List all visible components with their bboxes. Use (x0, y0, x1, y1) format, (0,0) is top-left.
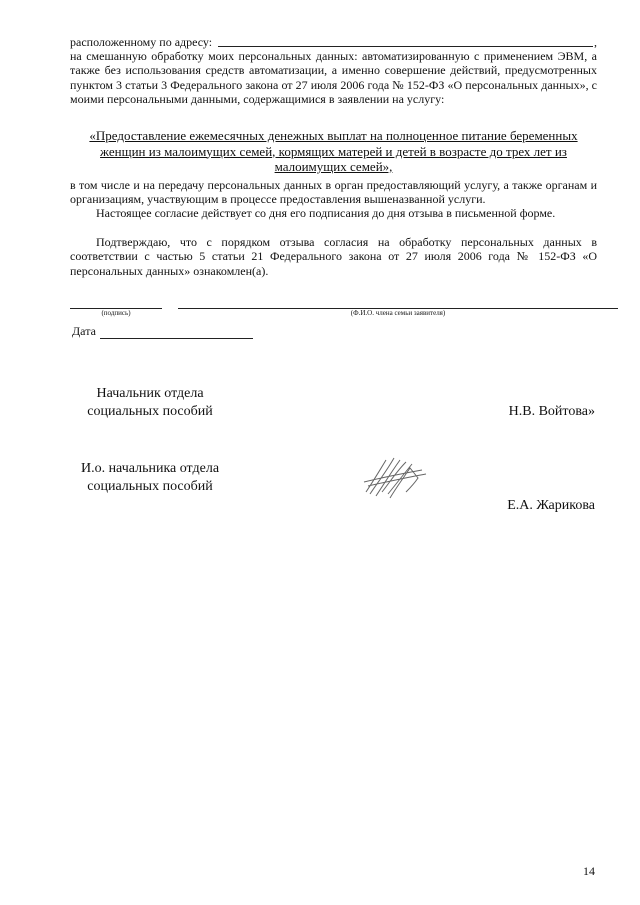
address-label: расположенному по адресу: (70, 35, 213, 49)
handwritten-signature (360, 452, 432, 500)
service-name: «Предоставление ежемесячных денежных выплат на полноценное питание беременных женщин из малоимущих семей, кормящих матерей и детей в возрасте до трех лет из малоимущих семей», (89, 128, 578, 174)
date-field (72, 324, 253, 339)
signatory-2-name: Е.А. Жарикова (507, 498, 595, 513)
consent-paragraph-1: на смешанную обработку моих персональных данных: автоматизированную с применением ЭВМ, а также без использования средств автоматизации, а именно совершение действий, предусмотренных пунктом 3 статьи 3 Федерального закона от 27 июля 2006 года № 152-ФЗ «О персональных данных», с моими персональными данными, содержащимися в заявлении на услугу: (70, 49, 597, 106)
signature-caption: (подпись) (101, 309, 131, 317)
consent-paragraph-3: Настоящее согласие действует со дня его подписания до дня отзыва в письменной форме. (96, 206, 556, 220)
address-line-end: , (594, 35, 597, 49)
consent-paragraph-2: в том числе и на передачу персональных данных в орган предоставляющий услугу, а также органам и организациям, участвующим в процессе предоставления вышеназванной услуги. (70, 178, 597, 207)
signatory-1-position: Начальник отдела (96, 386, 204, 401)
signatory-2-title (60, 460, 240, 496)
signatory-1-name: Н.В. Войтова» (508, 404, 595, 419)
page-number: 14 (583, 864, 595, 878)
signatory-2-department: социальных пособий (87, 479, 213, 494)
address-blank-line (218, 36, 593, 47)
fio-caption: (Ф.И.О. члена семьи заявителя) (350, 309, 446, 317)
date-blank-line (100, 326, 253, 339)
consent-paragraph-4: Подтверждаю, что с порядком отзыва согласия на обработку персональных данных в соответствии с частью 5 статьи 21 Федерального закона от 27 июля 2006 года № 152-ФЗ «О персональных данных» ознакомлен(а). (70, 235, 597, 278)
signatory-1-title (60, 385, 240, 421)
address-line (70, 35, 597, 49)
signatory-1-department: социальных пособий (87, 404, 213, 419)
date-label: Дата (72, 324, 96, 338)
signatory-2-position: И.о. начальника отдела (80, 461, 220, 476)
